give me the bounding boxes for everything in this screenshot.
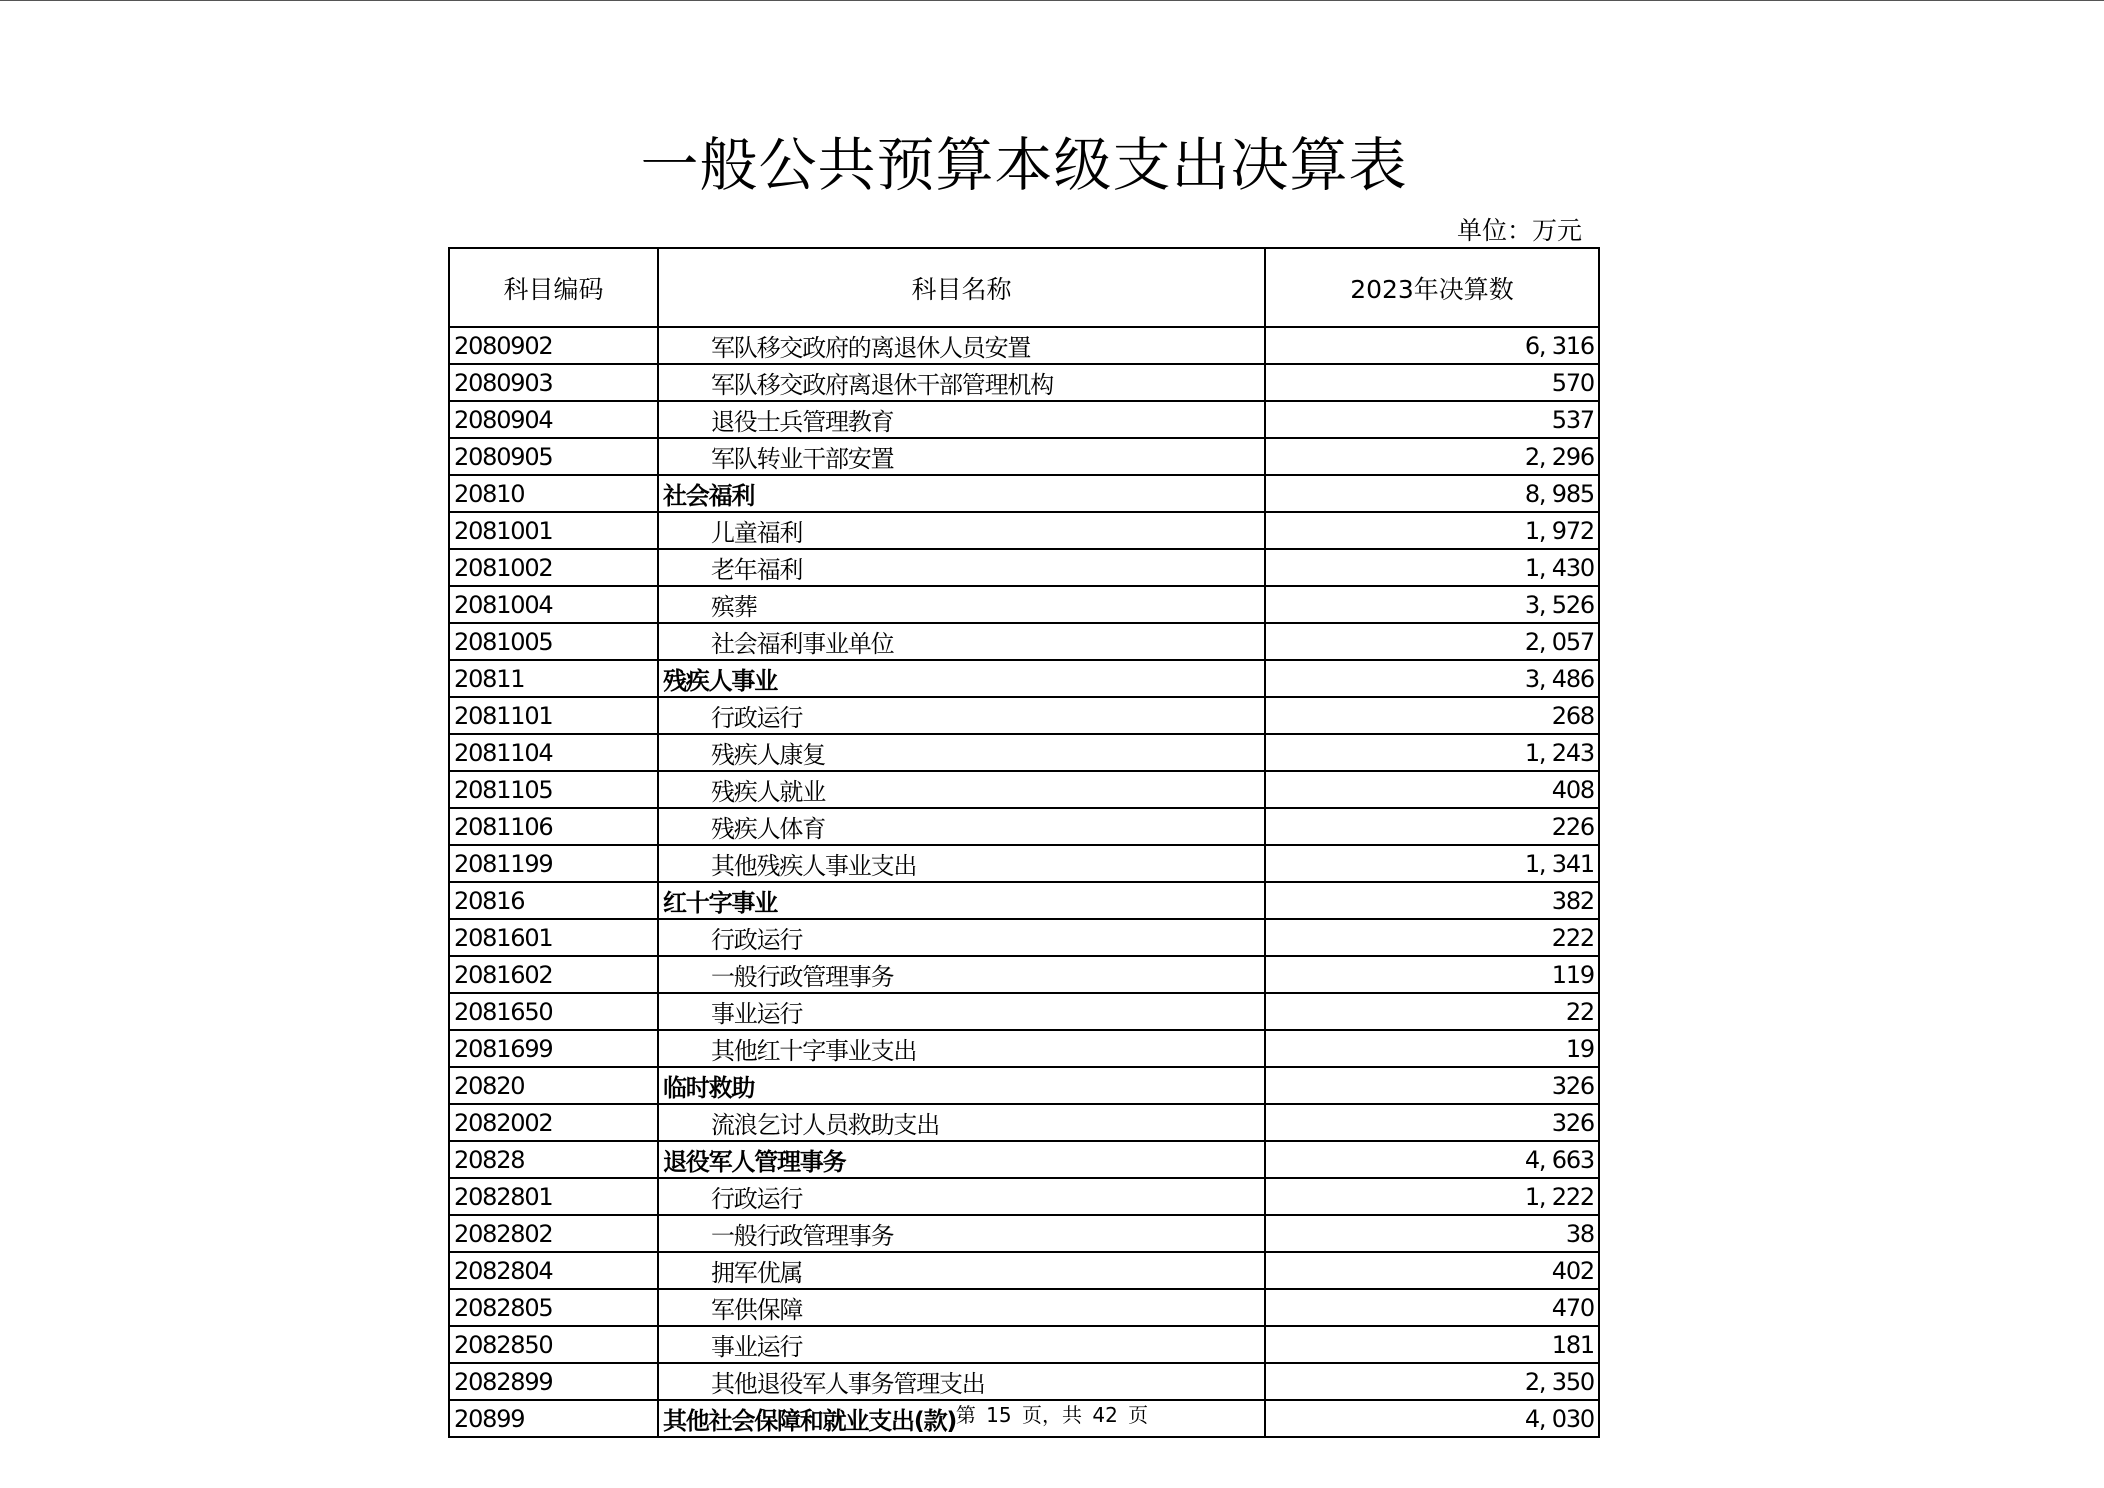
table-row [449, 1178, 1599, 1215]
row-name: 退役军人管理事务 [658, 1141, 1265, 1178]
table-body [449, 327, 1599, 1437]
row-code: 2081001 [449, 512, 658, 549]
table-row [449, 734, 1599, 771]
row-amount: 537 [1265, 401, 1599, 438]
row-name: 其他残疾人事业支出 [658, 845, 1265, 882]
header-amount: 2023年决算数 [1265, 248, 1599, 327]
row-code: 2082850 [449, 1326, 658, 1363]
row-amount: 6, 316 [1265, 327, 1599, 364]
row-name: 其他红十字事业支出 [658, 1030, 1265, 1067]
table-row [449, 327, 1599, 364]
row-code: 2081602 [449, 956, 658, 993]
row-amount: 382 [1265, 882, 1599, 919]
row-amount: 326 [1265, 1067, 1599, 1104]
row-code: 20811 [449, 660, 658, 697]
row-name: 军队移交政府离退休干部管理机构 [658, 364, 1265, 401]
row-name: 残疾人康复 [658, 734, 1265, 771]
row-amount: 22 [1265, 993, 1599, 1030]
table-row [449, 586, 1599, 623]
row-name: 残疾人就业 [658, 771, 1265, 808]
row-amount: 268 [1265, 697, 1599, 734]
table-row [449, 882, 1599, 919]
table-row [449, 1067, 1599, 1104]
row-name: 军供保障 [658, 1289, 1265, 1326]
row-code: 2081004 [449, 586, 658, 623]
row-amount: 119 [1265, 956, 1599, 993]
row-amount: 1, 341 [1265, 845, 1599, 882]
row-name: 其他社会保障和就业支出(款) [658, 1400, 1265, 1437]
row-amount: 408 [1265, 771, 1599, 808]
row-code: 2081101 [449, 697, 658, 734]
page-footer: 第 15 页，共 42 页 [955, 1403, 1149, 1427]
row-amount: 470 [1265, 1289, 1599, 1326]
row-code: 2082802 [449, 1215, 658, 1252]
row-amount: 1, 222 [1265, 1178, 1599, 1215]
table-row [449, 364, 1599, 401]
row-amount: 8, 985 [1265, 475, 1599, 512]
row-code: 2081106 [449, 808, 658, 845]
table-row [449, 845, 1599, 882]
table-row [449, 993, 1599, 1030]
row-code: 2080902 [449, 327, 658, 364]
table-row [449, 1252, 1599, 1289]
row-code: 2081199 [449, 845, 658, 882]
table-row [449, 1215, 1599, 1252]
row-name: 儿童福利 [658, 512, 1265, 549]
row-code: 2082899 [449, 1363, 658, 1400]
row-code: 2081601 [449, 919, 658, 956]
row-name: 红十字事业 [658, 882, 1265, 919]
row-name: 社会福利 [658, 475, 1265, 512]
row-code: 2081002 [449, 549, 658, 586]
row-name: 殡葬 [658, 586, 1265, 623]
table-row [449, 401, 1599, 438]
row-name: 社会福利事业单位 [658, 623, 1265, 660]
row-name: 行政运行 [658, 1178, 1265, 1215]
row-amount: 222 [1265, 919, 1599, 956]
row-amount: 402 [1265, 1252, 1599, 1289]
table-row [449, 475, 1599, 512]
row-amount: 1, 243 [1265, 734, 1599, 771]
table-row [449, 660, 1599, 697]
unit-label: 单位：万元 [1456, 216, 1582, 245]
budget-table [448, 247, 1600, 1438]
table-row [449, 956, 1599, 993]
table-row [449, 697, 1599, 734]
row-amount: 326 [1265, 1104, 1599, 1141]
row-amount: 1, 430 [1265, 549, 1599, 586]
row-name: 临时救助 [658, 1067, 1265, 1104]
row-code: 20820 [449, 1067, 658, 1104]
row-code: 2082805 [449, 1289, 658, 1326]
row-name: 拥军优属 [658, 1252, 1265, 1289]
row-code: 20816 [449, 882, 658, 919]
table-row [449, 623, 1599, 660]
row-amount: 3, 486 [1265, 660, 1599, 697]
row-name: 事业运行 [658, 993, 1265, 1030]
row-code: 2081005 [449, 623, 658, 660]
row-code: 2081105 [449, 771, 658, 808]
table-row [449, 1141, 1599, 1178]
header-code: 科目编码 [449, 248, 658, 327]
header-name: 科目名称 [658, 248, 1265, 327]
row-amount: 38 [1265, 1215, 1599, 1252]
row-code: 2082801 [449, 1178, 658, 1215]
table-row [449, 1363, 1599, 1400]
table-row [449, 1289, 1599, 1326]
row-amount: 1, 972 [1265, 512, 1599, 549]
row-name: 退役士兵管理教育 [658, 401, 1265, 438]
row-amount: 3, 526 [1265, 586, 1599, 623]
row-amount: 2, 057 [1265, 623, 1599, 660]
row-code: 2080903 [449, 364, 658, 401]
row-code: 2081650 [449, 993, 658, 1030]
table-row [449, 919, 1599, 956]
row-name: 军队移交政府的离退休人员安置 [658, 327, 1265, 364]
row-name: 残疾人体育 [658, 808, 1265, 845]
row-amount: 4, 663 [1265, 1141, 1599, 1178]
table-header-row [449, 248, 1599, 327]
row-name: 一般行政管理事务 [658, 956, 1265, 993]
row-amount: 2, 296 [1265, 438, 1599, 475]
row-name: 事业运行 [658, 1326, 1265, 1363]
row-amount: 19 [1265, 1030, 1599, 1067]
page-top-border [0, 0, 2104, 1]
table-row [449, 808, 1599, 845]
row-name: 其他退役军人事务管理支出 [658, 1363, 1265, 1400]
table-row [449, 771, 1599, 808]
table-row [449, 1030, 1599, 1067]
row-name: 流浪乞讨人员救助支出 [658, 1104, 1265, 1141]
row-code: 2080905 [449, 438, 658, 475]
row-code: 2081104 [449, 734, 658, 771]
row-code: 20810 [449, 475, 658, 512]
row-amount: 226 [1265, 808, 1599, 845]
row-name: 行政运行 [658, 697, 1265, 734]
table-row [449, 1326, 1599, 1363]
page-title: 一般公共预算本级支出决算表 [640, 131, 1408, 199]
row-code: 2081699 [449, 1030, 658, 1067]
row-name: 行政运行 [658, 919, 1265, 956]
row-amount: 181 [1265, 1326, 1599, 1363]
table-row [449, 512, 1599, 549]
row-code: 20899 [449, 1400, 658, 1437]
row-code: 2082804 [449, 1252, 658, 1289]
row-code: 2080904 [449, 401, 658, 438]
table-row [449, 549, 1599, 586]
table-row [449, 438, 1599, 475]
row-name: 老年福利 [658, 549, 1265, 586]
row-name: 残疾人事业 [658, 660, 1265, 697]
table-row [449, 1104, 1599, 1141]
row-amount: 2, 350 [1265, 1363, 1599, 1400]
row-code: 20828 [449, 1141, 658, 1178]
row-name: 军队转业干部安置 [658, 438, 1265, 475]
row-code: 2082002 [449, 1104, 658, 1141]
row-amount: 570 [1265, 364, 1599, 401]
row-name: 一般行政管理事务 [658, 1215, 1265, 1252]
row-amount: 4, 030 [1265, 1400, 1599, 1437]
